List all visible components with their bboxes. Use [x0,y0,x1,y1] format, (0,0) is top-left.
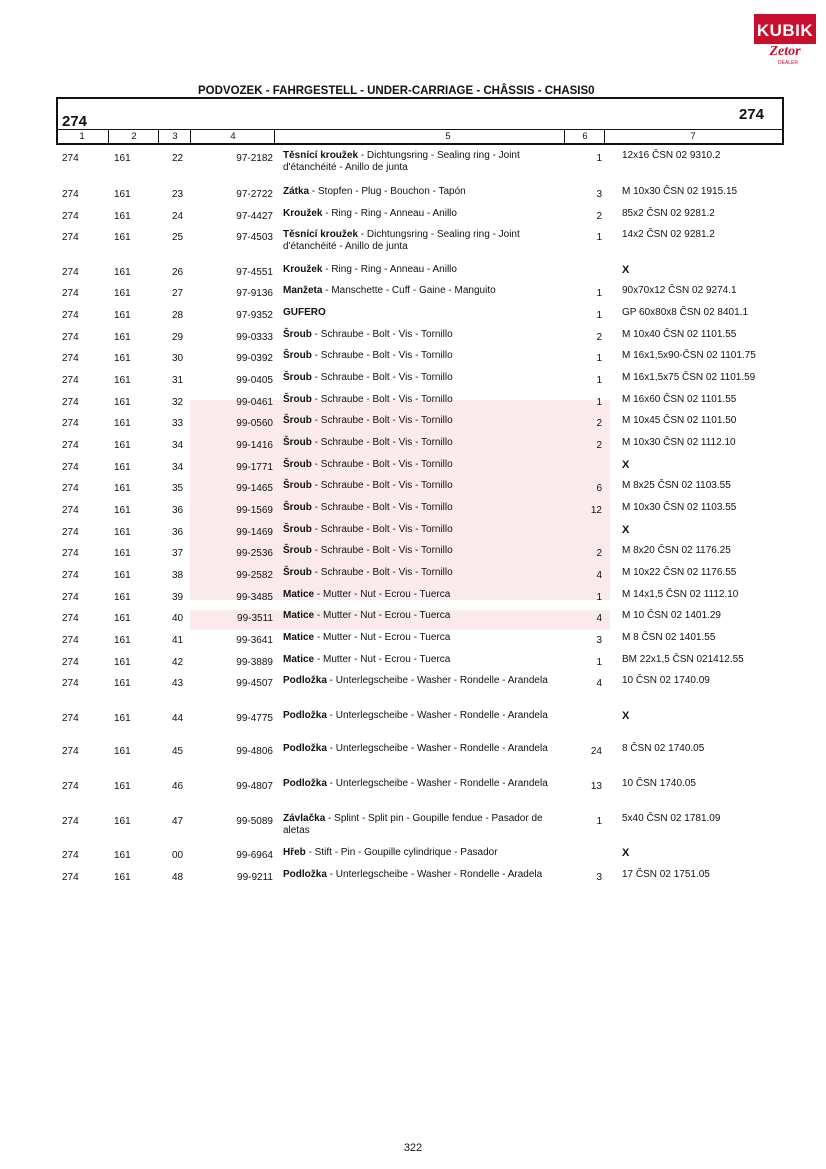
cell-specification: X [622,847,630,859]
part-name-czech: Podložka [283,778,327,789]
column-header-3: 3 [158,130,191,143]
cell-quantity: 1 [596,657,602,668]
cell-subgroup: 161 [114,548,131,559]
cell-part-number: 99-1465 [236,483,273,494]
cell-description [283,610,563,622]
column-header-2: 2 [108,130,159,143]
cell-specification: M 10x30 ČSN 02 1915.15 [622,186,738,197]
part-name-translations: - Stopfen - Plug - Bouchon - Tapón [309,186,466,197]
cell-group: 274 [62,548,79,559]
cell-subgroup: 161 [114,713,131,724]
part-name-czech: Podložka [283,743,327,754]
cell-quantity: 1 [596,353,602,364]
cell-specification: BM 22x1,5 ČSN 021412.55 [622,654,744,665]
cell-description [283,545,563,557]
cell-subgroup: 161 [114,816,131,827]
cell-description [283,285,563,297]
cell-description [283,208,563,220]
part-name-czech: Kroužek [283,208,323,219]
cell-position: 30 [172,353,184,364]
cell-subgroup: 161 [114,462,131,473]
cell-group: 274 [62,613,79,624]
cell-group: 274 [62,781,79,792]
cell-position: 33 [172,418,184,429]
cell-description [283,654,563,666]
cell-description [283,150,563,174]
part-name-translations: - Schraube - Bolt - Vis - Tornillo [311,480,453,491]
part-name-czech: Závlačka [283,813,326,824]
cell-subgroup: 161 [114,332,131,343]
part-name-translations: - Schraube - Bolt - Vis - Tornillo [311,524,453,535]
cell-description [283,813,563,837]
cell-specification: X [622,524,630,536]
cell-position: 25 [172,232,184,243]
cell-quantity: 1 [596,153,602,164]
cell-specification: M 10x30 ČSN 02 1112.10 [622,437,736,448]
cell-specification: X [622,264,630,276]
cell-part-number: 99-1569 [236,505,273,516]
cell-part-number: 97-2182 [236,153,273,164]
part-name-translations: - Unterlegscheibe - Washer - Rondelle - Arandela [326,778,548,789]
cell-specification: X [622,459,630,471]
cell-group: 274 [62,267,79,278]
part-name-translations: - Schraube - Bolt - Vis - Tornillo [311,372,453,383]
cell-part-number: 99-3889 [236,657,273,668]
cell-part-number: 99-2536 [236,548,273,559]
cell-group: 274 [62,816,79,827]
part-name-czech: Podložka [283,869,327,880]
part-name-translations: - Schraube - Bolt - Vis - Tornillo [311,350,453,361]
cell-subgroup: 161 [114,505,131,516]
part-name-czech: Šroub [283,372,312,383]
cell-group: 274 [62,288,79,299]
part-name-translations: - Ring - Ring - Anneau - Anillo [322,264,457,275]
cell-group: 274 [62,592,79,603]
page-number: 322 [403,1142,423,1154]
cell-part-number: 97-9136 [236,288,273,299]
column-header-1: 1 [79,131,85,142]
cell-position: 46 [172,781,184,792]
cell-description [283,394,563,406]
cell-position: 24 [172,211,184,222]
cell-description [283,675,563,687]
part-name-translations: - Schraube - Bolt - Vis - Tornillo [311,415,453,426]
cell-position: 26 [172,267,184,278]
cell-part-number: 99-2582 [236,570,273,581]
cell-description [283,502,563,514]
cell-group: 274 [62,418,79,429]
part-name-translations: - Unterlegscheibe - Washer - Rondelle - Arandela [326,743,548,754]
part-name-translations: - Mutter - Nut - Ecrou - Tuerca [314,610,451,621]
cell-part-number: 99-3485 [236,592,273,603]
cell-group: 274 [62,232,79,243]
cell-group: 274 [62,850,79,861]
cell-subgroup: 161 [114,310,131,321]
cell-subgroup: 161 [114,211,131,222]
cell-specification: M 8x25 ČSN 02 1103.55 [622,480,731,491]
logo-zetor-text: Zetor [769,44,801,59]
cell-quantity: 2 [596,548,602,559]
cell-group: 274 [62,570,79,581]
cell-specification: 85x2 ČSN 02 9281.2 [622,208,715,219]
cell-quantity: 1 [596,397,602,408]
part-name-czech: Šroub [283,329,312,340]
cell-part-number: 99-0560 [236,418,273,429]
cell-description [283,589,563,601]
part-name-czech: GUFERO [283,307,326,318]
logo-kubik-banner [754,14,816,44]
part-name-czech: Šroub [283,437,312,448]
part-name-translations: - Schraube - Bolt - Vis - Tornillo [311,459,453,470]
cell-position: 38 [172,570,184,581]
cell-quantity: 3 [596,189,602,200]
cell-position: 41 [172,635,184,646]
cell-group: 274 [62,462,79,473]
cell-description [283,229,563,253]
cell-quantity: 6 [596,483,602,494]
part-name-czech: Šroub [283,350,312,361]
part-name-translations: - Stift - Pin - Goupille cylindrique - Pasador [305,847,498,858]
cell-part-number: 97-4503 [236,232,273,243]
cell-group: 274 [62,505,79,516]
cell-subgroup: 161 [114,570,131,581]
cell-subgroup: 161 [114,850,131,861]
cell-position: 47 [172,816,184,827]
cell-subgroup: 161 [114,232,131,243]
cell-subgroup: 161 [114,635,131,646]
cell-position: 34 [172,440,184,451]
cell-part-number: 99-1771 [236,462,273,473]
cell-subgroup: 161 [114,267,131,278]
cell-group: 274 [62,332,79,343]
cell-quantity: 1 [596,232,602,243]
part-name-translations: - Schraube - Bolt - Vis - Tornillo [311,502,453,513]
cell-group: 274 [62,375,79,386]
cell-specification: 17 ČSN 02 1751.05 [622,869,710,880]
cell-subgroup: 161 [114,375,131,386]
cell-position: 29 [172,332,184,343]
cell-description [283,524,563,536]
part-name-czech: Matice [283,589,315,600]
cell-subgroup: 161 [114,440,131,451]
cell-description [283,459,563,471]
part-name-translations: - Unterlegscheibe - Washer - Rondelle - Arandela [326,710,548,721]
cell-position: 36 [172,527,184,538]
part-name-translations: - Schraube - Bolt - Vis - Tornillo [311,437,453,448]
cell-position: 36 [172,505,184,516]
cell-description [283,415,563,427]
cell-quantity: 13 [590,781,602,792]
cell-specification: M 10x22 ČSN 02 1176.55 [622,567,737,578]
cell-part-number: 99-0405 [236,375,273,386]
part-name-translations: - Unterlegscheibe - Washer - Rondelle - Aradela [326,869,543,880]
cell-position: 34 [172,462,184,473]
column-header-4: 4 [190,130,275,143]
part-name-czech: Šroub [283,502,312,513]
cell-group: 274 [62,746,79,757]
cell-part-number: 99-1416 [236,440,273,451]
part-name-translations: - Schraube - Bolt - Vis - Tornillo [311,567,453,578]
cell-position: 00 [172,850,184,861]
cell-part-number: 99-9211 [237,872,273,883]
part-name-czech: Podložka [283,675,327,686]
part-name-translations: - Splint - Split pin - Goupille fendue - Pasador de aletas [283,813,543,836]
cell-group: 274 [62,713,79,724]
part-name-czech: Šroub [283,394,312,405]
cell-position: 22 [172,153,184,164]
group-number-left: 274 [62,113,88,130]
group-number-right: 274 [738,106,764,123]
part-name-translations: - Unterlegscheibe - Washer - Rondelle - Arandela [326,675,548,686]
cell-part-number: 99-4775 [236,713,273,724]
cell-part-number: 97-9352 [236,310,273,321]
part-name-czech: Těsnící kroužek [283,150,359,161]
column-header-6: 6 [564,130,605,143]
cell-part-number: 99-5089 [236,816,273,827]
cell-subgroup: 161 [114,483,131,494]
cell-group: 274 [62,353,79,364]
cell-quantity: 24 [590,746,602,757]
cell-group: 274 [62,189,79,200]
cell-part-number: 99-3511 [237,613,273,624]
cell-part-number: 99-0392 [236,353,273,364]
cell-description [283,307,563,319]
cell-description [283,350,563,362]
cell-part-number: 99-0333 [236,332,273,343]
cell-description [283,437,563,449]
cell-subgroup: 161 [114,781,131,792]
cell-quantity: 2 [596,440,602,451]
part-name-translations: - Dichtungsring - Sealing ring - Joint d'étanchéité - Anillo de junta [283,229,520,252]
cell-group: 274 [62,211,79,222]
part-name-czech: Matice [283,654,315,665]
part-name-czech: Kroužek [283,264,323,275]
cell-position: 32 [172,397,184,408]
cell-position: 48 [172,872,184,883]
cell-position: 37 [172,548,184,559]
cell-position: 45 [172,746,184,757]
part-name-czech: Šroub [283,524,312,535]
cell-quantity: 12 [590,505,602,516]
part-name-czech: Šroub [283,545,312,556]
cell-description [283,869,563,881]
cell-subgroup: 161 [114,613,131,624]
cell-description [283,186,563,198]
column-header-5: 5 [274,130,621,143]
cell-description [283,567,563,579]
cell-subgroup: 161 [114,592,131,603]
cell-description [283,847,563,859]
cell-specification: M 10x30 ČSN 02 1103.55 [622,502,737,513]
cell-part-number: 99-4507 [236,678,273,689]
cell-specification: M 16x1,5x90-ČSN 02 1101.75 [622,350,756,361]
cell-part-number: 97-2722 [236,189,273,200]
cell-part-number: 99-4806 [236,746,273,757]
part-name-translations: - Ring - Ring - Anneau - Anillo [322,208,457,219]
cell-position: 27 [172,288,184,299]
cell-group: 274 [62,657,79,668]
cell-specification: M 16x60 ČSN 02 1101.55 [622,394,737,405]
part-name-czech: Šroub [283,480,312,491]
cell-quantity: 4 [596,570,602,581]
part-name-translations: - Schraube - Bolt - Vis - Tornillo [311,545,453,556]
part-name-czech: Manžeta [283,285,323,296]
cell-position: 35 [172,483,184,494]
logo-dealer-text: DEALER [778,60,799,66]
cell-group: 274 [62,678,79,689]
cell-part-number: 99-0461 [236,397,273,408]
cell-quantity: 1 [596,310,602,321]
cell-subgroup: 161 [114,678,131,689]
cell-group: 274 [62,527,79,538]
cell-description [283,632,563,644]
cell-specification: M 16x1,5x75 ČSN 02 1101.59 [622,372,756,383]
part-name-czech: Podložka [283,710,327,721]
cell-group: 274 [62,440,79,451]
cell-position: 31 [172,375,184,386]
cell-description [283,743,563,755]
cell-specification: 12x16 ČSN 02 9310.2 [622,150,721,161]
cell-quantity: 3 [596,635,602,646]
part-name-czech: Šroub [283,415,312,426]
cell-position: 40 [172,613,184,624]
cell-specification: 90x70x12 ČSN 02 9274.1 [622,285,737,296]
cell-description [283,710,563,722]
part-name-translations: - Schraube - Bolt - Vis - Tornillo [311,329,453,340]
cell-group: 274 [62,310,79,321]
cell-specification: 8 ČSN 02 1740.05 [622,743,705,754]
part-name-translations: - Schraube - Bolt - Vis - Tornillo [311,394,453,405]
cell-subgroup: 161 [114,527,131,538]
cell-description [283,264,563,276]
part-name-czech: Šroub [283,459,312,470]
part-name-translations: - Mutter - Nut - Ecrou - Tuerca [314,589,451,600]
part-name-translations: - Dichtungsring - Sealing ring - Joint d'étanchéité - Anillo de junta [283,150,520,173]
cell-position: 42 [172,657,184,668]
page-title: PODVOZEK - FAHRGESTELL - UNDER-CARRIAGE - CHÂSSIS - CHASIS0 [198,85,595,97]
cell-part-number: 99-1469 [236,527,273,538]
cell-subgroup: 161 [114,153,131,164]
cell-quantity: 2 [596,332,602,343]
cell-group: 274 [62,483,79,494]
cell-quantity: 1 [596,592,602,603]
cell-subgroup: 161 [114,353,131,364]
cell-part-number: 99-4807 [236,781,273,792]
cell-specification: X [622,710,630,722]
cell-specification: M 10x45 ČSN 02 1101.50 [622,415,737,426]
cell-quantity: 3 [596,872,602,883]
cell-specification: M 10 ČSN 02 1401.29 [622,610,721,621]
cell-position: 23 [172,189,184,200]
column-header-row [56,129,784,143]
cell-group: 274 [62,397,79,408]
cell-quantity: 4 [596,678,602,689]
cell-description [283,480,563,492]
cell-specification: 10 ČSN 1740.05 [622,778,696,789]
cell-position: 43 [172,678,184,689]
cell-subgroup: 161 [114,418,131,429]
cell-quantity: 2 [596,211,602,222]
cell-specification: M 8x20 ČSN 02 1176.25 [622,545,731,556]
cell-quantity: 1 [596,816,602,827]
cell-group: 274 [62,872,79,883]
cell-part-number: 97-4551 [236,267,273,278]
cell-specification: M 14x1,5 ČSN 02 1112.10 [622,589,739,600]
cell-position: 44 [172,713,184,724]
cell-specification: 5x40 ČSN 02 1781.09 [622,813,721,824]
part-name-translations: - Mutter - Nut - Ecrou - Tuerca [314,632,451,643]
cell-part-number: 97-4427 [236,211,273,222]
cell-specification: GP 60x80x8 ČSN 02 8401.1 [622,307,749,318]
cell-subgroup: 161 [114,397,131,408]
part-name-czech: Hřeb [283,847,306,858]
part-name-translations: - Manschette - Cuff - Gaine - Manguito [322,285,496,296]
part-name-czech: Matice [283,632,315,643]
cell-description [283,778,563,790]
cell-subgroup: 161 [114,189,131,200]
cell-group: 274 [62,635,79,646]
cell-description [283,329,563,341]
cell-position: 39 [172,592,184,603]
part-name-czech: Zátka [283,186,310,197]
cell-subgroup: 161 [114,657,131,668]
cell-subgroup: 161 [114,288,131,299]
cell-quantity: 4 [596,613,602,624]
cell-specification: 10 ČSN 02 1740.09 [622,675,710,686]
part-name-translations: - Mutter - Nut - Ecrou - Tuerca [314,654,451,665]
cell-description [283,372,563,384]
logo-kubik-text: KUBIK [756,21,814,40]
part-name-czech: Těsnící kroužek [283,229,359,240]
cell-specification: M 8 ČSN 02 1401.55 [622,632,716,643]
cell-position: 28 [172,310,184,321]
cell-subgroup: 161 [114,872,131,883]
part-name-czech: Matice [283,610,315,621]
cell-quantity: 2 [596,418,602,429]
cell-part-number: 99-3641 [236,635,273,646]
cell-specification: M 10x40 ČSN 02 1101.55 [622,329,737,340]
kubik-zetor-logo [754,14,816,66]
cell-part-number: 99-6964 [236,850,273,861]
cell-quantity: 1 [596,288,602,299]
part-name-czech: Šroub [283,567,312,578]
cell-subgroup: 161 [114,746,131,757]
cell-group: 274 [62,153,79,164]
cell-quantity: 1 [596,375,602,386]
cell-specification: 14x2 ČSN 02 9281.2 [622,229,715,240]
column-header-7: 7 [604,130,781,143]
